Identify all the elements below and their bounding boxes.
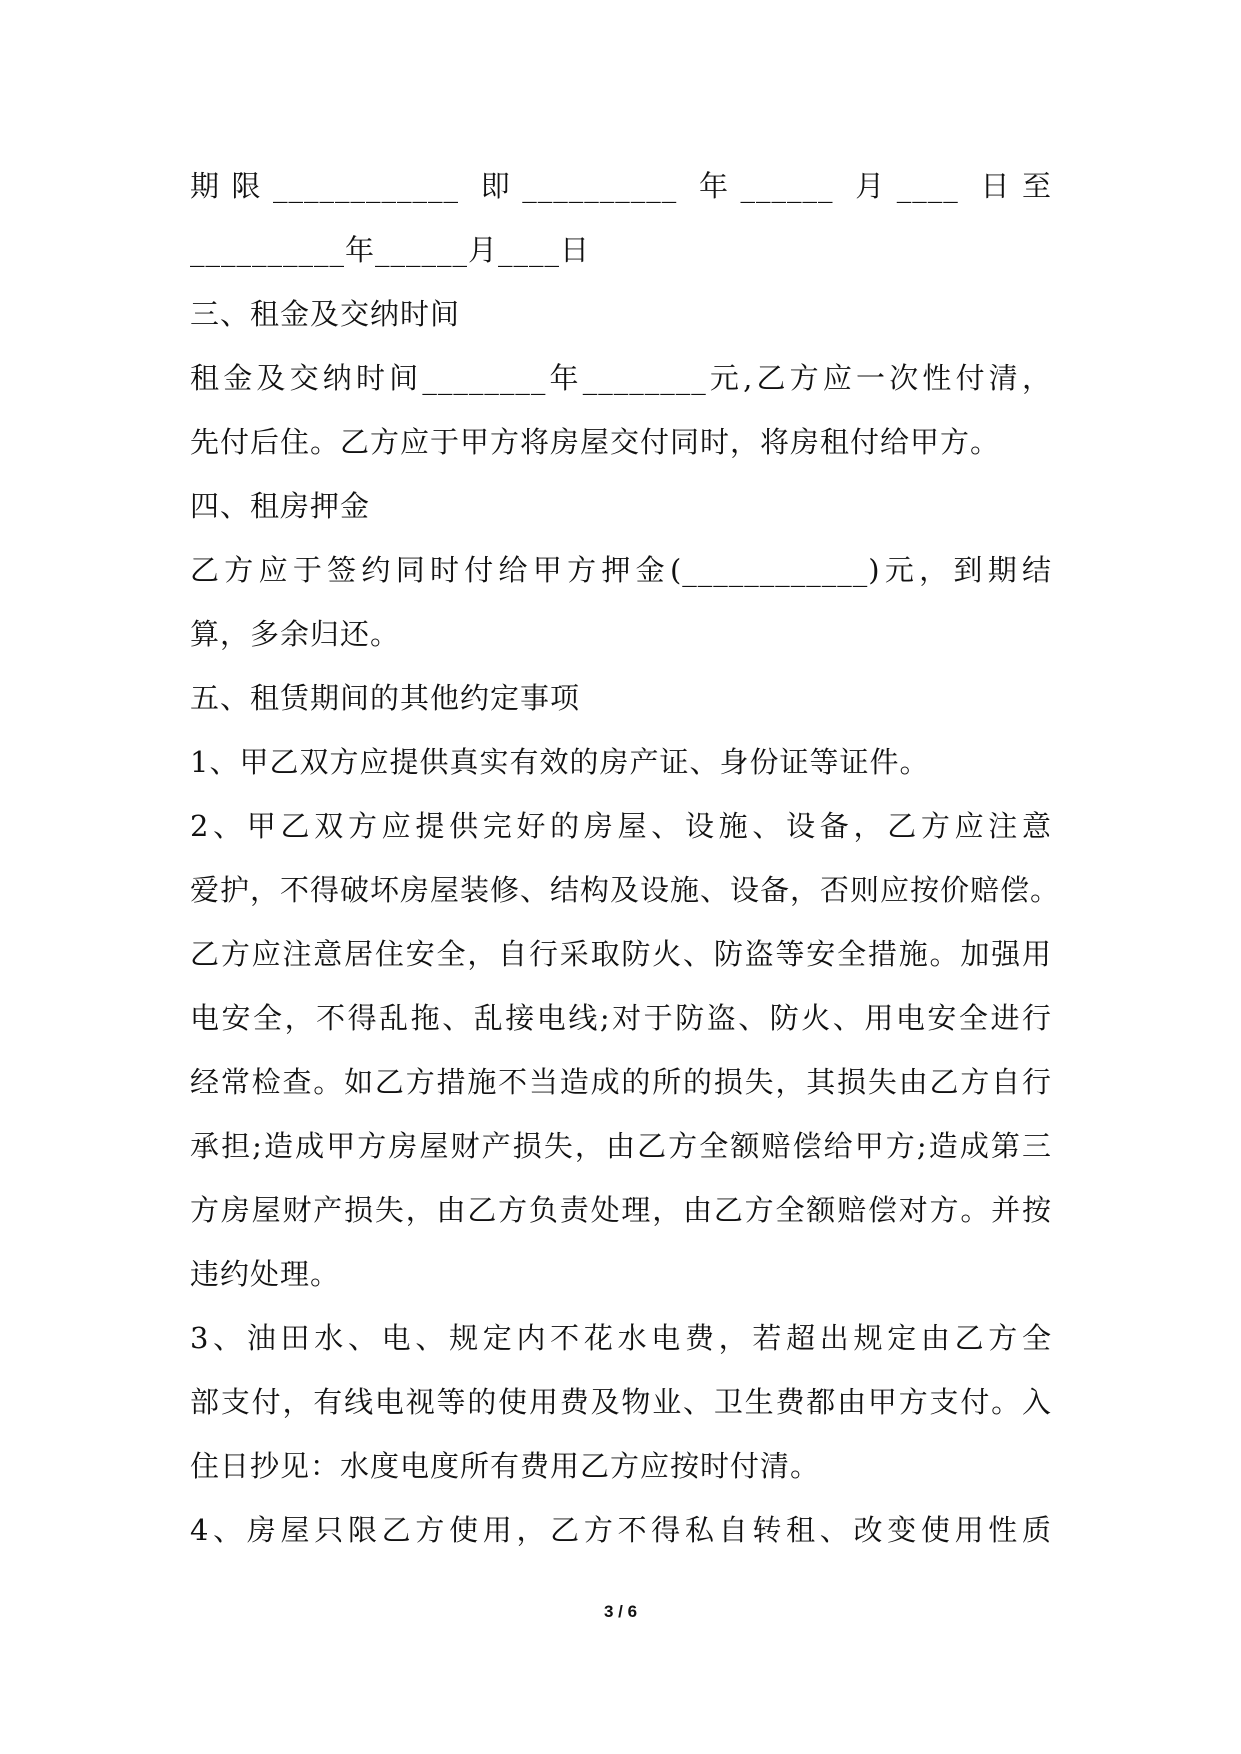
clause-item-3: 3、油田水、电、规定内不花水电费，若超出规定由乙方全	[190, 1321, 1052, 1355]
section-heading-other-terms: 五、租赁期间的其他约定事项	[190, 681, 581, 715]
section-heading-deposit: 四、租房押金	[190, 489, 371, 523]
paragraph-line: 算，多余归还。	[190, 617, 401, 651]
paragraph-line: 乙方应于签约同时付给甲方押金(____________)元，到期结	[190, 553, 1052, 587]
paragraph-line: 方房屋财产损失，由乙方负责处理，由乙方全额赔偿对方。并按	[190, 1193, 1052, 1227]
paragraph-line: 乙方应注意居住安全，自行采取防火、防盗等安全措施。加强用	[190, 937, 1052, 971]
clause-item-1: 1、甲乙双方应提供真实有效的房产证、身份证等证件。	[190, 745, 930, 779]
paragraph-line: 电安全，不得乱拖、乱接电线;对于防盗、防火、用电安全进行	[190, 1001, 1052, 1035]
page-number: 3 / 6	[603, 1602, 638, 1621]
paragraph-line: 违约处理。	[190, 1257, 341, 1291]
paragraph-line: 住日抄见：水度电度所有费用乙方应按时付清。	[190, 1449, 821, 1483]
lease-term-line: 期限____________ 即__________ 年______ 月____ 日至	[190, 169, 1052, 203]
section-heading-rent: 三、租金及交纳时间	[190, 297, 461, 331]
lease-term-end-line: __________年______月____日	[190, 233, 591, 267]
paragraph-line: 爱护，不得破坏房屋装修、结构及设施、设备，否则应按价赔偿。	[190, 873, 1061, 907]
paragraph-line: 租金及交纳时间________年________元,乙方应一次性付清，	[190, 361, 1052, 395]
paragraph-line: 先付后住。乙方应于甲方将房屋交付同时，将房租付给甲方。	[190, 425, 1001, 459]
clause-item-4: 4、房屋只限乙方使用，乙方不得私自转租、改变使用性质	[190, 1513, 1052, 1547]
paragraph-line: 部支付，有线电视等的使用费及物业、卫生费都由甲方支付。入	[190, 1385, 1052, 1419]
paragraph-line: 承担;造成甲方房屋财产损失，由乙方全额赔偿给甲方;造成第三	[190, 1129, 1052, 1163]
paragraph-line: 经常检查。如乙方措施不当造成的所的损失，其损失由乙方自行	[190, 1065, 1052, 1099]
clause-item-2: 2、甲乙双方应提供完好的房屋、设施、设备，乙方应注意	[190, 809, 1052, 843]
